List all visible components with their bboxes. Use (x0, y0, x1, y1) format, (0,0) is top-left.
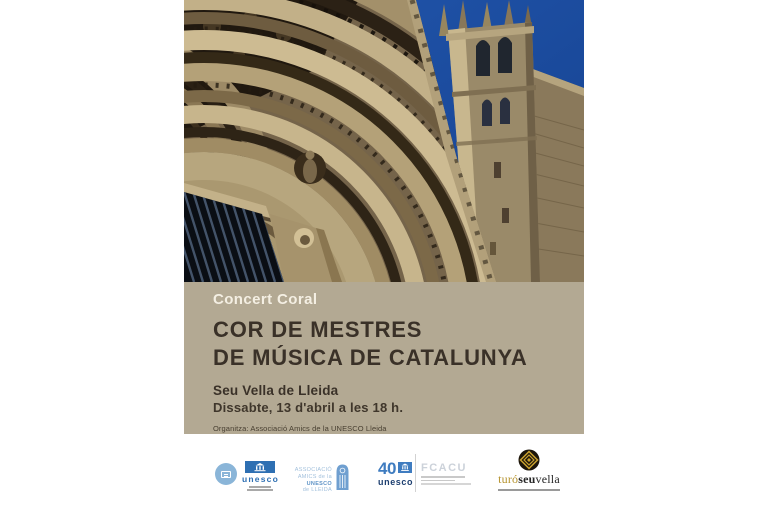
organizer-line: Organitza: Associació Amics de la UNESCO Lleida (213, 424, 387, 433)
fcacu-acronym: FCACU (421, 462, 467, 474)
forty-unesco-wordmark: unesco (378, 477, 414, 487)
turoseuvella-wordmark: turóseuvella (498, 472, 560, 486)
logo-strip (184, 434, 584, 511)
blue-circle-logo-icon (215, 463, 237, 485)
venue-name: Seu Vella de Lleida (213, 383, 339, 398)
associacio-logo-text (284, 463, 332, 494)
logo-divider-line (415, 454, 416, 492)
turoseuvella-emblem-icon (518, 449, 540, 471)
associacio-line2: AMICS de la UNESCO (297, 473, 332, 487)
forty-unesco-logo (378, 461, 414, 487)
cathedral-photo-illustration (184, 0, 584, 282)
associacio-line3: de LLEIDA (302, 487, 332, 494)
cathedral-photo (184, 0, 584, 282)
info-panel (184, 282, 584, 434)
turoseuvella-caption-line (498, 489, 560, 491)
event-title (213, 316, 566, 372)
turoseuvella-logo (495, 449, 563, 491)
fcacu-small-text-lines (421, 476, 473, 485)
forty-number: 40 (378, 459, 396, 478)
associacio-unesco-lleida-logo (284, 463, 350, 494)
unesco-logo (242, 461, 278, 491)
event-type-label: Concert Coral (213, 291, 318, 308)
unesco-emblem-icon (245, 461, 275, 473)
forty-unesco-emblem-icon (398, 462, 412, 473)
fcacu-logo (421, 462, 479, 485)
unesco-small-text-lines (247, 486, 273, 491)
unesco-wordmark: unesco (242, 474, 279, 484)
event-title-line1: COR DE MESTRES (213, 317, 423, 342)
associacio-line1: ASSOCIACIÓ (294, 467, 332, 473)
poster (184, 0, 584, 511)
blue-circle-logo-glyph (221, 471, 231, 478)
event-datetime: Dissabte, 13 d'abril a les 18 h. (213, 400, 404, 415)
gothic-window-icon (335, 463, 350, 491)
event-title-line2: DE MÚSICA DE CATALUNYA (213, 345, 528, 370)
